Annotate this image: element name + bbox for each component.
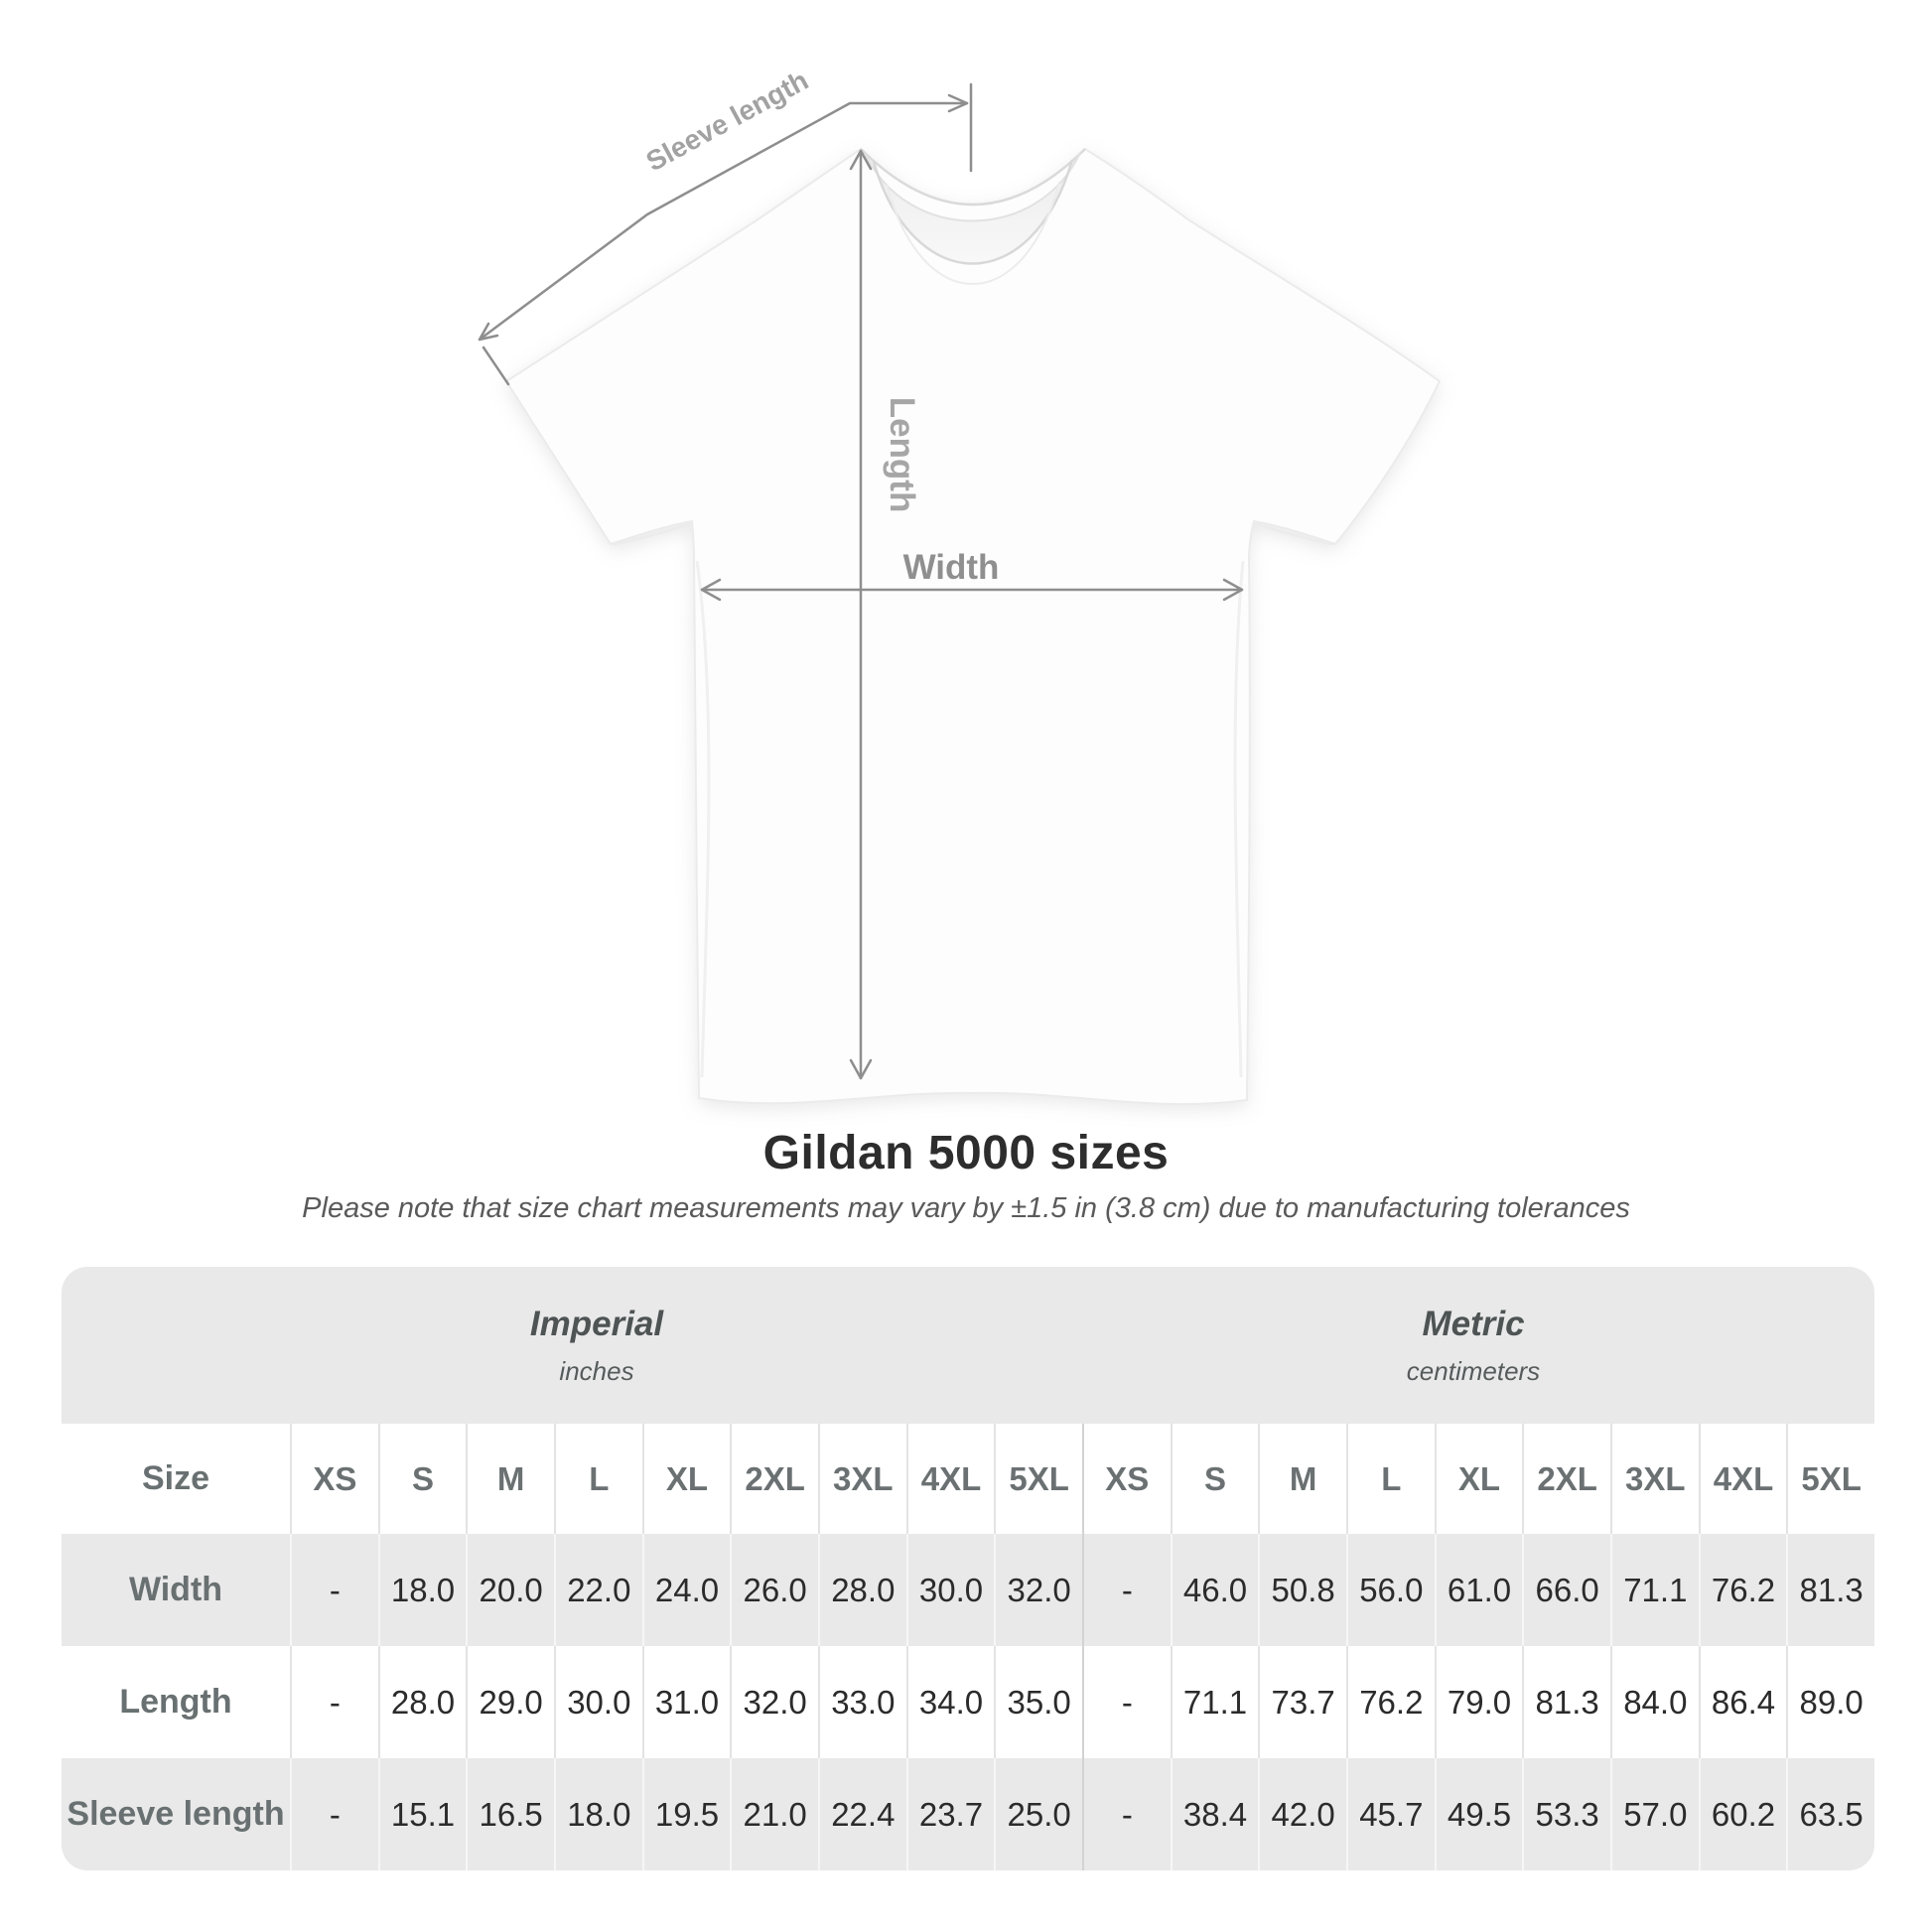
cell-value: 16.5 [466, 1758, 554, 1870]
cell-value: 42.0 [1258, 1758, 1346, 1870]
size-header-metric-l: L [1346, 1424, 1435, 1534]
unit-group-header [62, 1267, 1874, 1424]
size-header-imperial-5xl: 5XL [994, 1424, 1082, 1534]
cell-value: 18.0 [378, 1534, 467, 1646]
cell-value: 15.1 [378, 1758, 467, 1870]
cell-value: 89.0 [1786, 1646, 1874, 1758]
cell-value: - [290, 1646, 378, 1758]
row-label: Length [119, 1683, 232, 1721]
size-header-imperial-4xl: 4XL [906, 1424, 995, 1534]
cell-value: 76.2 [1699, 1534, 1787, 1646]
page-title: Gildan 5000 sizes [762, 1127, 1170, 1179]
table-row-sleeve-length [62, 1758, 1874, 1870]
cell-value: 30.0 [554, 1646, 642, 1758]
row-label: Width [128, 1571, 223, 1608]
size-header-metric-3xl: 3XL [1610, 1424, 1699, 1534]
tshirt-graphic [506, 149, 1440, 1104]
cell-value: 30.0 [906, 1534, 995, 1646]
size-table [62, 1424, 1874, 1870]
cell-value: 28.0 [818, 1534, 906, 1646]
size-header-metric-m: M [1258, 1424, 1346, 1534]
size-header-metric-xs: XS [1082, 1424, 1171, 1534]
cell-value: 32.0 [994, 1534, 1082, 1646]
cell-value: 79.0 [1435, 1646, 1523, 1758]
cell-value: 26.0 [730, 1534, 818, 1646]
cell-value: 66.0 [1522, 1534, 1610, 1646]
sleeve-length-label: Sleeve length [640, 64, 814, 178]
page-subtitle: Please note that size chart measurements may vary by ±1.5 in (3.8 cm) due to manufacturing tolerances [302, 1192, 1630, 1224]
cell-value: 20.0 [466, 1534, 554, 1646]
imperial-unit-label: inches [559, 1356, 634, 1386]
row-label: Sleeve length [67, 1795, 285, 1833]
cell-value: 61.0 [1435, 1534, 1523, 1646]
size-header-imperial-3xl: 3XL [818, 1424, 906, 1534]
size-header-imperial-2xl: 2XL [730, 1424, 818, 1534]
cell-value: 63.5 [1786, 1758, 1874, 1870]
size-header-metric-2xl: 2XL [1522, 1424, 1610, 1534]
width-label: Width [902, 548, 1000, 587]
size-header-imperial-s: S [378, 1424, 467, 1534]
cell-value: 25.0 [994, 1758, 1082, 1870]
cell-value: 34.0 [906, 1646, 995, 1758]
cell-value: 45.7 [1346, 1758, 1435, 1870]
cell-value: - [290, 1534, 378, 1646]
cell-value: 50.8 [1258, 1534, 1346, 1646]
cell-value: - [1082, 1758, 1171, 1870]
cell-value: 56.0 [1346, 1534, 1435, 1646]
cell-value: 24.0 [642, 1534, 731, 1646]
table-header-row [62, 1424, 1874, 1534]
cell-value: - [1082, 1534, 1171, 1646]
size-header-imperial-l: L [554, 1424, 642, 1534]
cell-value: 57.0 [1610, 1758, 1699, 1870]
cell-value: - [290, 1758, 378, 1870]
metric-group [1407, 1305, 1540, 1386]
cell-value: 60.2 [1699, 1758, 1787, 1870]
size-header-imperial-xl: XL [642, 1424, 731, 1534]
cell-value: 18.0 [554, 1758, 642, 1870]
size-header-imperial-xs: XS [290, 1424, 378, 1534]
size-header-imperial-m: M [466, 1424, 554, 1534]
metric-label: Metric [1422, 1305, 1525, 1343]
cell-value: 71.1 [1171, 1646, 1259, 1758]
cell-value: - [1082, 1646, 1171, 1758]
cell-value: 31.0 [642, 1646, 731, 1758]
size-header-metric-5xl: 5XL [1786, 1424, 1874, 1534]
cell-value: 73.7 [1258, 1646, 1346, 1758]
size-header-metric-xl: XL [1435, 1424, 1523, 1534]
cell-value: 22.0 [554, 1534, 642, 1646]
cell-value: 84.0 [1610, 1646, 1699, 1758]
cell-value: 81.3 [1786, 1534, 1874, 1646]
cell-value: 33.0 [818, 1646, 906, 1758]
title-block [0, 1128, 1932, 1225]
cell-value: 32.0 [730, 1646, 818, 1758]
tshirt-body-outline [506, 149, 1440, 1104]
cell-value: 29.0 [466, 1646, 554, 1758]
cell-value: 38.4 [1171, 1758, 1259, 1870]
size-header-metric-4xl: 4XL [1699, 1424, 1787, 1534]
cell-value: 35.0 [994, 1646, 1082, 1758]
length-label: Length [883, 396, 921, 513]
cell-value: 76.2 [1346, 1646, 1435, 1758]
size-header-metric-s: S [1171, 1424, 1259, 1534]
imperial-group [530, 1305, 663, 1386]
cell-value: 71.1 [1610, 1534, 1699, 1646]
cell-value: 49.5 [1435, 1758, 1523, 1870]
cell-value: 23.7 [906, 1758, 995, 1870]
size-column-header: Size [141, 1459, 210, 1497]
size-table-panel [62, 1267, 1874, 1870]
cell-value: 28.0 [378, 1646, 467, 1758]
imperial-label: Imperial [529, 1305, 664, 1343]
table-row-length [62, 1646, 1874, 1758]
cell-value: 86.4 [1699, 1646, 1787, 1758]
metric-unit-label: centimeters [1406, 1356, 1541, 1386]
cell-value: 19.5 [642, 1758, 731, 1870]
table-row-width [62, 1534, 1874, 1646]
cell-value: 53.3 [1522, 1758, 1610, 1870]
cell-value: 22.4 [818, 1758, 906, 1870]
cell-value: 21.0 [730, 1758, 818, 1870]
cell-value: 46.0 [1171, 1534, 1259, 1646]
cell-value: 81.3 [1522, 1646, 1610, 1758]
